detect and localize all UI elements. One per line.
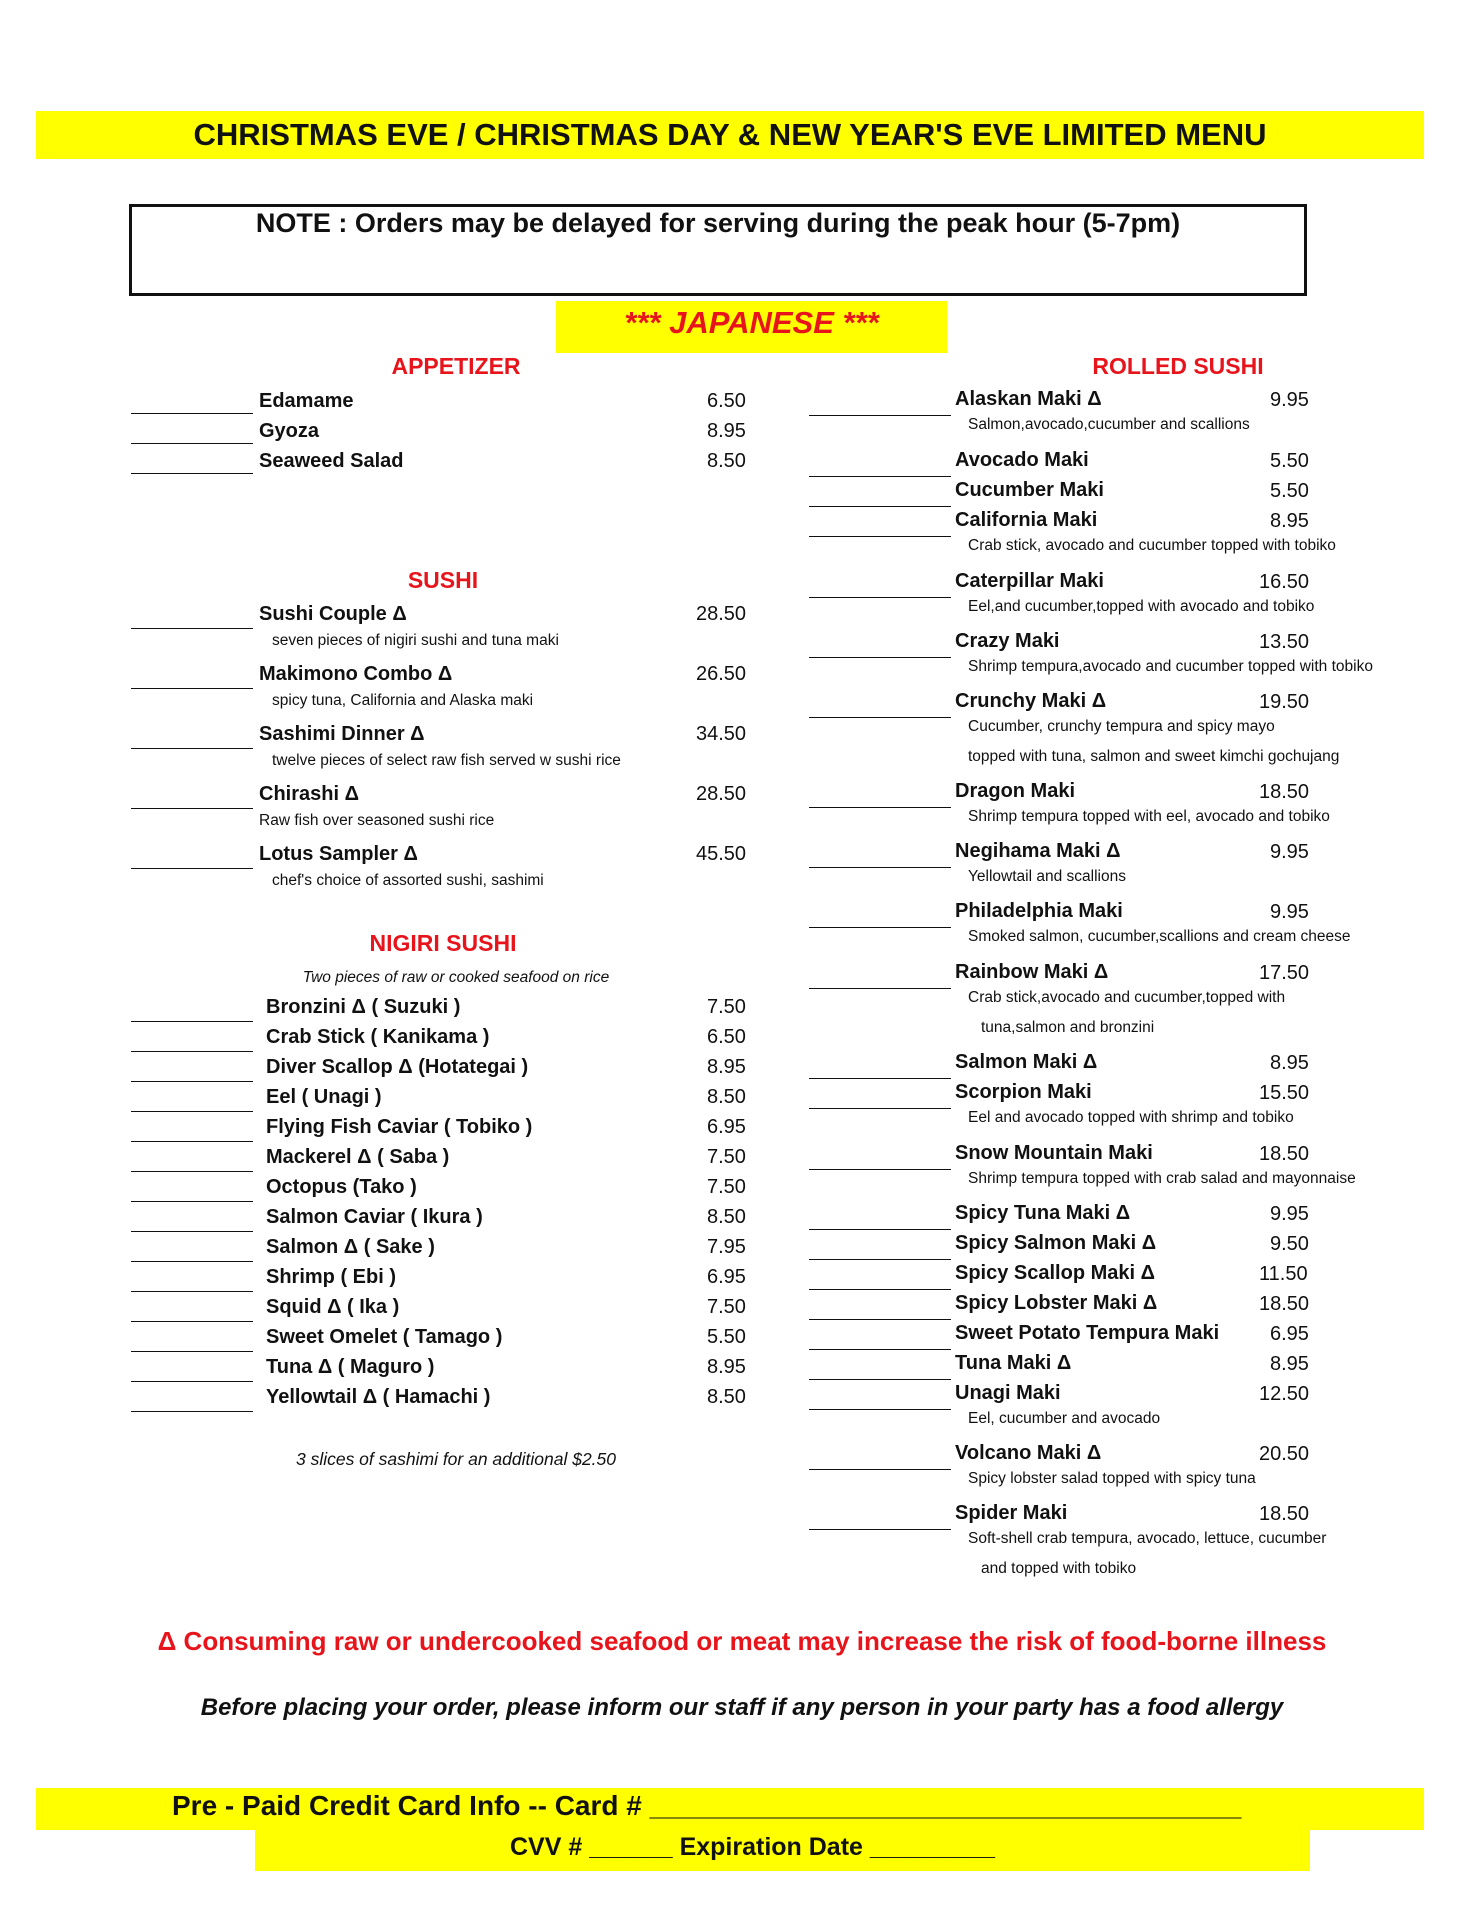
nigiri-name: Tuna Δ ( Maguro ) (266, 1356, 435, 1378)
quantity-blank[interactable] (809, 1229, 951, 1230)
quantity-blank[interactable] (131, 1111, 253, 1112)
roll-price: 12.50 (1259, 1383, 1310, 1405)
nigiri-price: 6.95 (707, 1266, 746, 1288)
roll-name: Tuna Maki Δ (955, 1352, 1072, 1374)
nigiri-price: 7.50 (707, 996, 746, 1018)
roll-price: 5.50 (1270, 450, 1309, 472)
roll-description: Shrimp tempura topped with crab salad and mayonnaise (968, 1170, 1356, 1187)
quantity-blank[interactable] (809, 1259, 951, 1260)
quantity-blank[interactable] (131, 473, 253, 474)
roll-description: Yellowtail and scallions (968, 868, 1126, 885)
cvv-expiration-field[interactable]: CVV # ______ Expiration Date _________ (510, 1833, 996, 1861)
nigiri-name: Eel ( Unagi ) (266, 1086, 382, 1108)
roll-name: Spicy Tuna Maki Δ (955, 1202, 1131, 1224)
roll-price: 19.50 (1259, 691, 1310, 713)
quantity-blank[interactable] (809, 415, 951, 416)
sushi-price: 26.50 (696, 663, 747, 685)
roll-price: 8.95 (1270, 1052, 1309, 1074)
nigiri-price: 8.95 (707, 1356, 746, 1378)
quantity-blank[interactable] (131, 1291, 253, 1292)
nigiri-name: Salmon Δ ( Sake ) (266, 1236, 435, 1258)
roll-description: Crab stick,avocado and cucumber,topped with (968, 989, 1286, 1006)
raw-food-warning: Δ Consuming raw or undercooked seafood or meat may increase the risk of food-borne illness (157, 1626, 1327, 1656)
quantity-blank[interactable] (131, 628, 253, 629)
sushi-description: seven pieces of nigiri sushi and tuna maki (272, 632, 559, 649)
quantity-blank[interactable] (809, 867, 951, 868)
roll-price: 20.50 (1259, 1443, 1310, 1465)
nigiri-price: 7.95 (707, 1236, 746, 1258)
quantity-blank[interactable] (809, 1078, 951, 1079)
roll-name: Salmon Maki Δ (955, 1051, 1098, 1073)
roll-price: 9.50 (1270, 1233, 1309, 1255)
nigiri-price: 7.50 (707, 1296, 746, 1318)
roll-name: Cucumber Maki (955, 479, 1104, 501)
nigiri-price: 8.95 (707, 1056, 746, 1078)
sushi-price: 45.50 (696, 843, 747, 865)
quantity-blank[interactable] (809, 807, 951, 808)
nigiri-name: Flying Fish Caviar ( Tobiko ) (266, 1116, 533, 1138)
quantity-blank[interactable] (809, 597, 951, 598)
roll-price: 8.95 (1270, 510, 1309, 532)
cuisine-title: *** JAPANESE *** (624, 305, 879, 340)
nigiri-heading: NIGIRI SUSHI (369, 930, 517, 956)
roll-description: tuna,salmon and bronzini (981, 1019, 1155, 1036)
quantity-blank[interactable] (131, 1321, 253, 1322)
roll-description: Eel, cucumber and avocado (968, 1410, 1161, 1427)
sushi-description: Raw fish over seasoned sushi rice (259, 812, 495, 829)
roll-name: Spicy Salmon Maki Δ (955, 1232, 1157, 1254)
roll-name: Dragon Maki (955, 780, 1076, 802)
quantity-blank[interactable] (809, 1529, 951, 1530)
roll-name: California Maki (955, 509, 1098, 531)
nigiri-name: Crab Stick ( Kanikama ) (266, 1026, 490, 1048)
quantity-blank[interactable] (809, 1379, 951, 1380)
appetizer-heading: APPETIZER (391, 353, 521, 379)
quantity-blank[interactable] (131, 1201, 253, 1202)
roll-name: Caterpillar Maki (955, 570, 1104, 592)
sushi-price: 34.50 (696, 723, 747, 745)
sashimi-addon-note: 3 slices of sashimi for an additional $2.50 (295, 1449, 617, 1469)
roll-price: 9.95 (1270, 901, 1309, 923)
roll-name: Philadelphia Maki (955, 900, 1123, 922)
roll-name: Spider Maki (955, 1502, 1068, 1524)
sushi-description: twelve pieces of select raw fish served w sushi rice (272, 752, 621, 769)
quantity-blank[interactable] (131, 1411, 253, 1412)
quantity-blank[interactable] (131, 1081, 253, 1082)
roll-description: Spicy lobster salad topped with spicy tuna (968, 1470, 1256, 1487)
nigiri-price: 7.50 (707, 1176, 746, 1198)
nigiri-name: Squid Δ ( Ika ) (266, 1296, 400, 1318)
roll-description: Eel and avocado topped with shrimp and tobiko (968, 1109, 1294, 1126)
sushi-name: Makimono Combo Δ (259, 663, 453, 685)
sushi-heading: SUSHI (407, 567, 479, 593)
roll-description: Eel,and cucumber,topped with avocado and tobiko (968, 598, 1315, 615)
roll-name: Alaskan Maki Δ (955, 388, 1102, 410)
appetizer-price: 8.95 (707, 420, 746, 442)
roll-price: 9.95 (1270, 841, 1309, 863)
card-number-field[interactable]: Pre - Paid Credit Card Info -- Card # ______________________________________ (172, 1790, 1242, 1821)
quantity-blank[interactable] (809, 657, 951, 658)
roll-price: 18.50 (1259, 1503, 1310, 1525)
quantity-blank[interactable] (809, 536, 951, 537)
roll-description: topped with tuna, salmon and sweet kimchi gochujang (968, 748, 1340, 765)
appetizer-price: 8.50 (707, 450, 746, 472)
sushi-price: 28.50 (696, 603, 747, 625)
roll-name: Snow Mountain Maki (955, 1142, 1153, 1164)
nigiri-name: Bronzini Δ ( Suzuki ) (266, 996, 461, 1018)
roll-name: Rainbow Maki Δ (955, 961, 1109, 983)
nigiri-price: 7.50 (707, 1146, 746, 1168)
roll-name: Spicy Scallop Maki Δ (955, 1262, 1155, 1284)
sushi-description: spicy tuna, California and Alaska maki (272, 692, 534, 709)
roll-description: Crab stick, avocado and cucumber topped with tobiko (968, 537, 1336, 554)
sushi-name: Chirashi Δ (259, 783, 359, 805)
appetizer-price: 6.50 (707, 390, 746, 412)
appetizer-name: Seaweed Salad (259, 450, 404, 472)
sushi-name: Lotus Sampler Δ (259, 843, 418, 865)
quantity-blank[interactable] (809, 1349, 951, 1350)
roll-price: 15.50 (1259, 1082, 1310, 1104)
quantity-blank[interactable] (131, 1141, 253, 1142)
allergy-notice: Before placing your order, please inform our staff if any person in your party has a food allergy (200, 1694, 1284, 1721)
nigiri-price: 6.95 (707, 1116, 746, 1138)
roll-description: Shrimp tempura topped with eel, avocado and tobiko (968, 808, 1330, 825)
roll-price: 18.50 (1259, 781, 1310, 803)
quantity-blank[interactable] (809, 1409, 951, 1410)
nigiri-name: Shrimp ( Ebi ) (266, 1266, 396, 1288)
roll-price: 13.50 (1259, 631, 1310, 653)
peak-hour-note: NOTE : Orders may be delayed for serving during the peak hour (5-7pm) (255, 208, 1181, 238)
roll-price: 18.50 (1259, 1143, 1310, 1165)
appetizer-name: Edamame (259, 390, 354, 412)
roll-price: 9.95 (1270, 389, 1309, 411)
roll-price: 6.95 (1270, 1323, 1309, 1345)
quantity-blank[interactable] (809, 1469, 951, 1470)
nigiri-price: 5.50 (707, 1326, 746, 1348)
roll-price: 5.50 (1270, 480, 1309, 502)
roll-price: 18.50 (1259, 1293, 1310, 1315)
quantity-blank[interactable] (131, 1351, 253, 1352)
sushi-name: Sushi Couple Δ (259, 603, 407, 625)
roll-price: 16.50 (1259, 571, 1310, 593)
quantity-blank[interactable] (131, 1051, 253, 1052)
nigiri-name: Salmon Caviar ( Ikura ) (266, 1206, 483, 1228)
quantity-blank[interactable] (131, 808, 253, 809)
nigiri-name: Yellowtail Δ ( Hamachi ) (266, 1386, 491, 1408)
roll-description: and topped with tobiko (981, 1560, 1137, 1577)
nigiri-price: 8.50 (707, 1206, 746, 1228)
roll-name: Spicy Lobster Maki Δ (955, 1292, 1158, 1314)
quantity-blank[interactable] (131, 443, 253, 444)
quantity-blank[interactable] (809, 1169, 951, 1170)
quantity-blank[interactable] (131, 1171, 253, 1172)
quantity-blank[interactable] (809, 1319, 951, 1320)
roll-price: 17.50 (1259, 962, 1310, 984)
quantity-blank[interactable] (131, 413, 253, 414)
nigiri-price: 8.50 (707, 1386, 746, 1408)
quantity-blank[interactable] (809, 476, 951, 477)
quantity-blank[interactable] (809, 988, 951, 989)
nigiri-note: Two pieces of raw or cooked seafood on rice (302, 969, 610, 986)
menu-title: CHRISTMAS EVE / CHRISTMAS DAY & NEW YEAR'S EVE LIMITED MENU (193, 117, 1267, 152)
roll-description: Soft-shell crab tempura, avocado, lettuce, cucumber (968, 1530, 1327, 1547)
nigiri-name: Octopus (Tako ) (266, 1176, 417, 1198)
nigiri-name: Diver Scallop Δ (Hotategai ) (266, 1056, 529, 1078)
quantity-blank[interactable] (809, 1108, 951, 1109)
quantity-blank[interactable] (809, 717, 951, 718)
roll-price: 8.95 (1270, 1353, 1309, 1375)
nigiri-price: 6.50 (707, 1026, 746, 1048)
roll-name: Volcano Maki Δ (955, 1442, 1102, 1464)
roll-name: Sweet Potato Tempura Maki (955, 1322, 1220, 1344)
roll-name: Crunchy Maki Δ (955, 690, 1107, 712)
roll-name: Crazy Maki (955, 630, 1060, 652)
roll-name: Unagi Maki (955, 1382, 1061, 1404)
quantity-blank[interactable] (131, 748, 253, 749)
nigiri-name: Mackerel Δ ( Saba ) (266, 1146, 450, 1168)
appetizer-name: Gyoza (259, 420, 320, 442)
quantity-blank[interactable] (809, 1289, 951, 1290)
nigiri-price: 8.50 (707, 1086, 746, 1108)
sushi-price: 28.50 (696, 783, 747, 805)
sushi-description: chef's choice of assorted sushi, sashimi (272, 872, 544, 889)
roll-name: Avocado Maki (955, 449, 1089, 471)
quantity-blank[interactable] (809, 927, 951, 928)
nigiri-name: Sweet Omelet ( Tamago ) (266, 1326, 503, 1348)
roll-description: Cucumber, crunchy tempura and spicy mayo (968, 718, 1275, 735)
roll-price: 9.95 (1270, 1203, 1309, 1225)
quantity-blank[interactable] (131, 1261, 253, 1262)
quantity-blank[interactable] (131, 1231, 253, 1232)
quantity-blank[interactable] (131, 1381, 253, 1382)
roll-name: Negihama Maki Δ (955, 840, 1121, 862)
quantity-blank[interactable] (809, 506, 951, 507)
roll-description: Salmon,avocado,cucumber and scallions (968, 416, 1250, 433)
roll-description: Smoked salmon, cucumber,scallions and cream cheese (968, 928, 1351, 945)
quantity-blank[interactable] (131, 688, 253, 689)
sushi-name: Sashimi Dinner Δ (259, 723, 425, 745)
roll-name: Scorpion Maki (955, 1081, 1092, 1103)
roll-description: Shrimp tempura,avocado and cucumber topped with tobiko (968, 658, 1373, 675)
rolled-sushi-heading: ROLLED SUSHI (1092, 353, 1264, 379)
quantity-blank[interactable] (131, 1021, 253, 1022)
roll-price: 11.50 (1259, 1263, 1308, 1285)
quantity-blank[interactable] (131, 868, 253, 869)
